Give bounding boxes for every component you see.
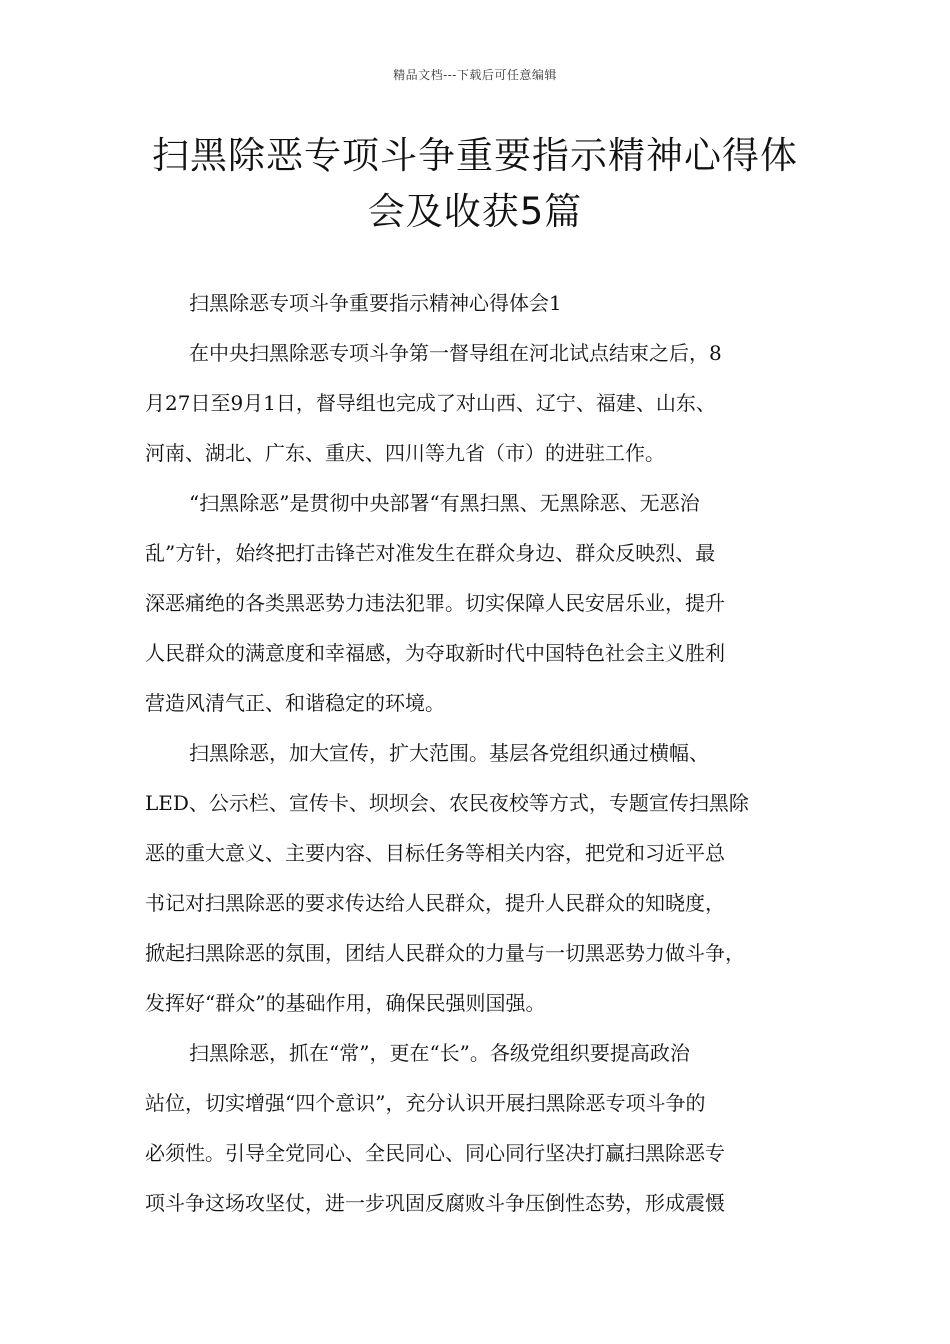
paragraph	[145, 728, 825, 1028]
paragraph-line: “扫黑除恶”是贯彻中央部署“有黑扫黑、无黑除恶、无恶治	[189, 491, 700, 515]
paragraph-line: 营造风清气正、和谐稳定的环境。	[145, 691, 445, 715]
title-line: 扫黑除恶专项斗争重要指示精神心得体	[152, 134, 798, 177]
paragraph-line: 必须性。引导全党同心、全民同心、同心同行坚决打赢扫黑除恶专	[145, 1141, 725, 1165]
paragraph-line: LED、公示栏、宣传卡、坝坝会、农民夜校等方式，专题宣传扫黑除	[145, 791, 749, 815]
paragraph-line: 发挥好“群众”的基础作用，确保民强则国强。	[145, 991, 546, 1015]
paragraph-line: 恶的重大意义、主要内容、目标任务等相关内容，把党和习近平总	[145, 841, 725, 865]
paragraph-line: 站位，切实增强“四个意识”，充分认识开展扫黑除恶专项斗争的	[145, 1091, 706, 1115]
paragraph-line: 河南、湖北、广东、重庆、四川等九省（市）的进驻工作。	[145, 441, 665, 465]
paragraph	[145, 328, 825, 478]
paragraph-line: 扫黑除恶，抓在“常”，更在“长”。各级党组织要提高政治	[189, 1041, 690, 1065]
title-line: 会及收获5篇	[367, 190, 583, 233]
paragraph	[145, 478, 825, 728]
paragraph-line: 扫黑除恶，加大宣传，扩大范围。基层各党组织通过横幅、	[189, 741, 709, 765]
paragraph-line: 深恶痛绝的各类黑恶势力违法犯罪。切实保障人民安居乐业，提升	[145, 591, 725, 615]
document-body	[145, 278, 825, 1228]
paragraph-line: 月27日至9月1日，督导组也完成了对山西、辽宁、福建、山东、	[145, 391, 716, 415]
paragraph-line: 扫黑除恶专项斗争重要指示精神心得体会1	[189, 291, 562, 315]
paragraph-line: 在中央扫黑除恶专项斗争第一督导组在河北试点结束之后，8	[189, 341, 722, 365]
header-note: 精品文档---下载后可任意编辑	[393, 68, 557, 82]
paragraph-line: 乱”方针，始终把打击锋芒对准发生在群众身边、群众反映烈、最	[145, 541, 716, 565]
paragraph-line: 掀起扫黑除恶的氛围，团结人民群众的力量与一切黑恶势力做斗争，	[145, 941, 745, 965]
paragraph	[145, 1028, 825, 1228]
paragraph-line: 书记对扫黑除恶的要求传达给人民群众，提升人民群众的知晓度，	[145, 891, 725, 915]
paragraph-line: 人民群众的满意度和幸福感，为夺取新时代中国特色社会主义胜利	[145, 641, 725, 665]
paragraph-line: 项斗争这场攻坚仗，进一步巩固反腐败斗争压倒性态势，形成震慑	[145, 1191, 725, 1215]
paragraph-subtitle	[145, 278, 825, 328]
document-title	[120, 128, 830, 240]
